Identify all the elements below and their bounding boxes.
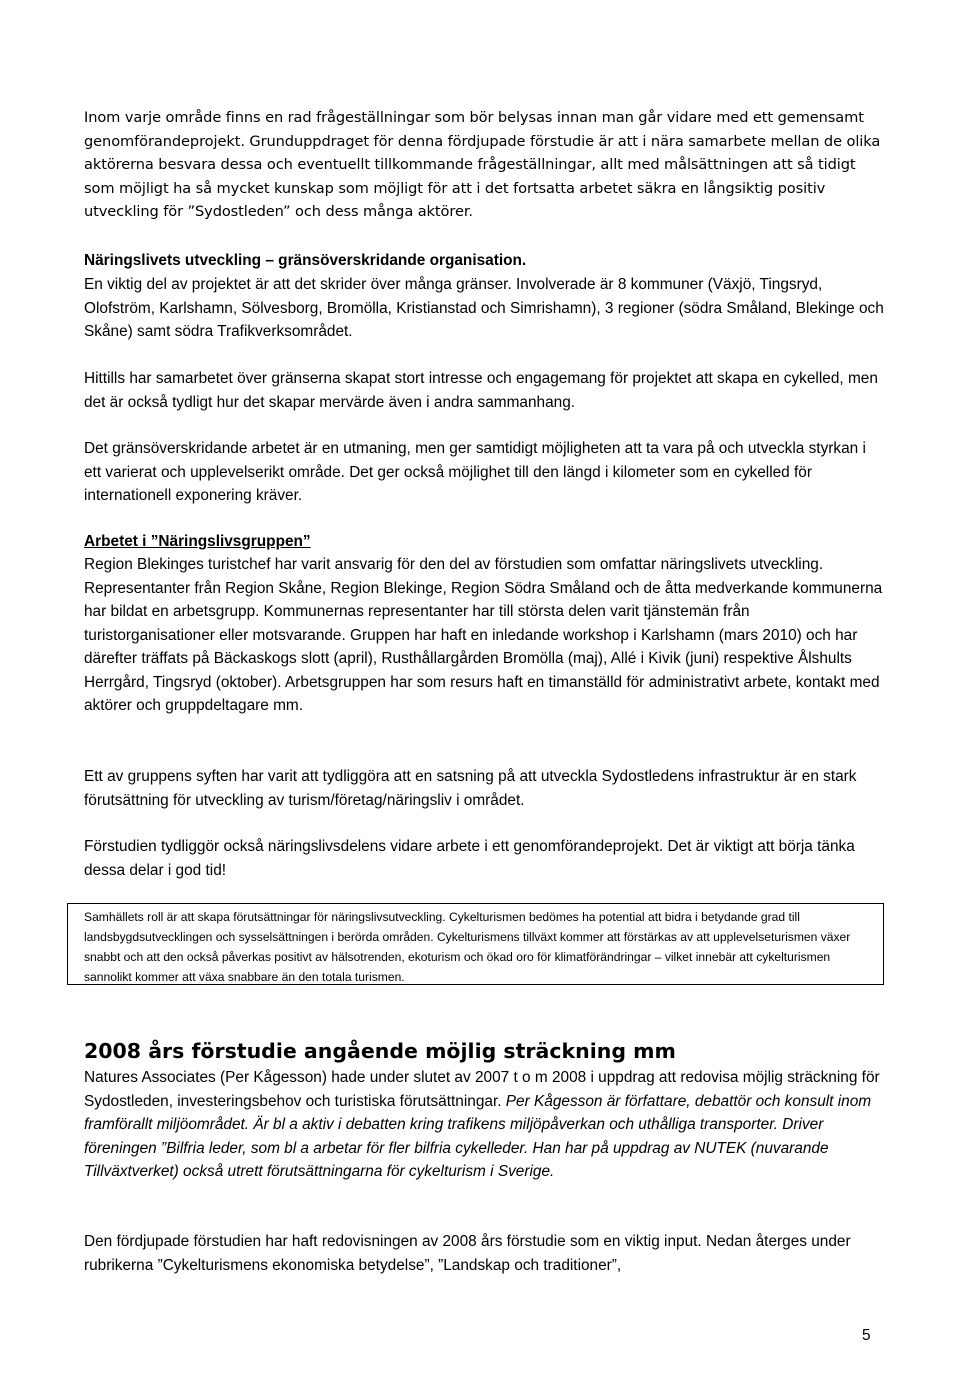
section-2008-paragraph-1 [84,1066,884,1184]
naringsliv-paragraph-3: Det gränsöverskridande arbetet är en utmaning, men ger samtidigt möjligheten att ta vara på och utveckla styrkan i ett varierat och upplevelserikt område. Det ger också möjlighet till den längd i kilometer som en cykelled för internationell exponering kräver. [84,440,866,504]
arbetet-paragraph-3: Förstudien tydliggör också näringslivsdelens vidare arbete i ett genomförandeprojekt. Det är viktigt att börja tänka dessa delar i god tid! [84,838,855,879]
intro-paragraph: Inom varje område finns en rad frågeställningar som bör belysas innan man går vidare med ett gemensamt genomförandeprojekt. Grunduppdraget för denna fördjupade förstudie är att i nära samarbete mellan de olika aktörerna besvara dessa och eventuellt tillkommande frågeställningar, allt med målsättningen att så tidigt som möjligt ha så mycket kunskap som möjligt för att i det fortsatta arbetet säkra en långsiktig positiv utveckling för ”Sydostleden” och dess många aktörer. [84,109,881,220]
arbetet-paragraph-1: Region Blekinges turistchef har varit ansvarig för den del av förstudien som omfattar näringslivets utveckling. Representanter från Region Skåne, Region Blekinge, Region Södra Småland och de åtta medverkande kommunerna har bildat en arbetsgrupp. Kommunernas representanter har till största delen varit tjänstemän från turistorganisationer eller motsvarande. Gruppen har haft en inledande workshop i Karlshamn (mars 2010) och har därefter träffats på Bäckaskogs slott (april), Rusthållargården Bromölla (maj), Allé i Kivik (juni) respektive Ålshults Herrgård, Tingsryd (oktober). Arbetsgruppen har som resurs haft en timanställd för administrativt arbete, kontakt med aktörer och gruppdeltagare mm. [84,556,883,714]
section-heading-arbetet: Arbetet i ”Näringslivsgruppen” [84,533,311,550]
boxed-note-text: Samhällets roll är att skapa förutsättningar för näringslivsutveckling. Cykelturismen bedömes ha potential att bidra i betydande grad till landsbygdsutvecklingen och sysselsättningen i berörda områden. Cykelturismens tillväxt kommer att förstärkas av att upplevelseturismen växer snabbt och att den också påverkas positivt av hälsotrenden, ekoturism och ökad oro för klimatförändringar – vilket innebär att cykelturismen sannolikt kommer att växa snabbare än den totala turismen. [84,910,851,984]
naringsliv-intro-rest-text: Involverade är 8 kommuner (Växjö, Tingsryd, Olofström, Karlshamn, Sölvesborg, Bromölla, Kristianstad och Simrishamn), 3 regioner (södra Småland, Blekinge och Skåne) samt södra Trafikverksområdet. [84,276,884,340]
section-2008-paragraph-1-text: Natures Associates (Per Kågesson) hade under slutet av 2007 t o m 2008 i uppdrag att redovisa möjlig sträckning för Sydostleden, investeringsbehov och turistiska förutsättningar. [84,1069,880,1110]
naringsliv-intro-paragraph [84,273,884,344]
section-heading-2008: 2008 års förstudie angående möjlig sträckning mm [84,1039,676,1063]
arbetet-paragraph-2: Ett av gruppens syften har varit att tydliggöra att en satsning på att utveckla Sydostledens infrastruktur är en stark förutsättning för utveckling av turism/företag/näringsliv i området. [84,768,857,809]
boxed-note [67,903,884,985]
section-2008-paragraph-1-italic: Per Kågesson är författare, debattör och konsult inom framförallt miljöområdet. Är bl a aktiv i debatten kring trafikens miljöpåverkan och uthålliga transporter. Driver föreningen ”Bilfria leder, som bl a arbetar för fler bilfria cykelleder. Han har på uppdrag av NUTEK (nuvarande Tillväxtverket) också utrett förutsättningarna för cykelturism i Sverige. [84,1092,872,1180]
naringsliv-paragraph-2: Hittills har samarbetet över gränserna skapat stort intresse och engagemang för projektet att skapa en cykelled, men det är också tydligt hur det skapar mervärde även i andra sammanhang. [84,370,878,411]
page-number: 5 [862,1327,871,1344]
section-2008-paragraph-2: Den fördjupade förstudien har haft redovisningen av 2008 års förstudie som en viktig input. Nedan återges under rubrikerna ”Cykelturismens ekonomiska betydelse”, ”Landskap och traditioner”, [84,1233,851,1274]
naringsliv-intro-text: En viktig del av projektet är att det skrider över många gränser. [84,276,512,293]
section-heading-naringsliv: Näringslivets utveckling – gränsöverskridande organisation. [84,252,527,269]
